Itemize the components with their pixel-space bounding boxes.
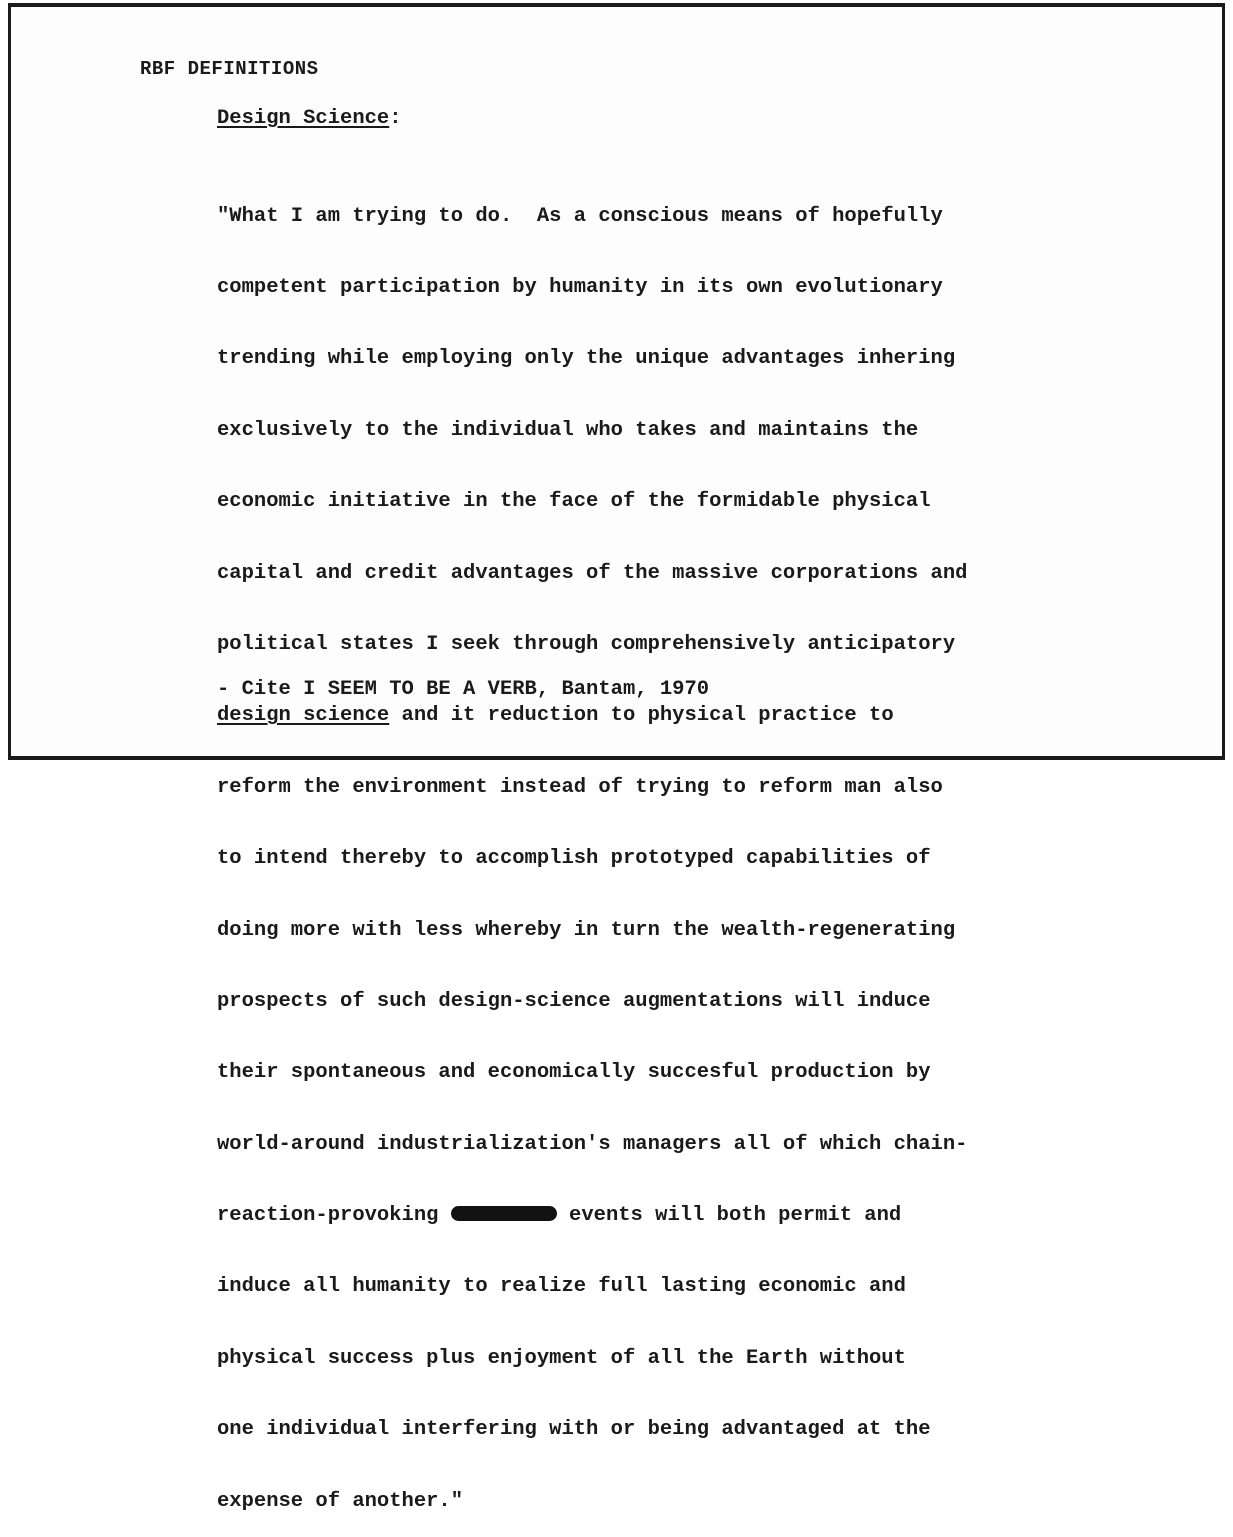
quote-line-before-redaction: reaction-provoking	[217, 1204, 451, 1228]
quote-line: one individual interfering with or being advantaged at the	[217, 1418, 931, 1442]
quote-line: "What I am trying to do. As a conscious means of hopefully	[217, 204, 943, 228]
quote-line: economic initiative in the face of the formidable physical	[217, 490, 931, 514]
quote-line: expense of another."	[217, 1489, 464, 1513]
citation: - Cite I SEEM TO BE A VERB, Bantam, 1970	[217, 678, 710, 701]
quote-line: induce all humanity to realize full lasting economic and	[217, 1275, 906, 1299]
quote-line	[217, 704, 1117, 728]
quote-line: competent participation by humanity in its own evolutionary	[217, 275, 943, 299]
underlined-term: design science	[217, 704, 390, 728]
quote-line: world-around industrialization's managers all of which chain-	[217, 1132, 968, 1156]
redaction-mark	[451, 1206, 557, 1221]
definition-quote	[217, 157, 1117, 1537]
quote-line: reform the environment instead of trying to reform man also	[217, 775, 943, 799]
section-title-text: Design Science	[217, 107, 390, 130]
quote-line: trending while employing only the unique advantages inhering	[217, 347, 956, 371]
quote-line: doing more with less whereby in turn the wealth-regenerating	[217, 918, 956, 942]
quote-line-rest: and it reduction to physical practice to	[389, 704, 894, 728]
quote-line: to intend thereby to accomplish prototyped capabilities of	[217, 847, 931, 871]
quote-line: physical success plus enjoyment of all the Earth without	[217, 1346, 906, 1370]
quote-line: prospects of such design-science augmentations will induce	[217, 989, 931, 1013]
quote-line: exclusively to the individual who takes and maintains the	[217, 418, 919, 442]
quote-line: their spontaneous and economically succesful production by	[217, 1061, 931, 1085]
quote-line-after-redaction: events will both permit and	[556, 1204, 902, 1228]
section-title	[217, 107, 402, 130]
document-heading: RBF DEFINITIONS	[140, 58, 319, 80]
quote-line	[217, 1204, 1117, 1228]
quote-line: political states I seek through comprehensively anticipatory	[217, 632, 956, 656]
section-title-colon: :	[389, 107, 402, 130]
quote-line: capital and credit advantages of the massive corporations and	[217, 561, 968, 585]
